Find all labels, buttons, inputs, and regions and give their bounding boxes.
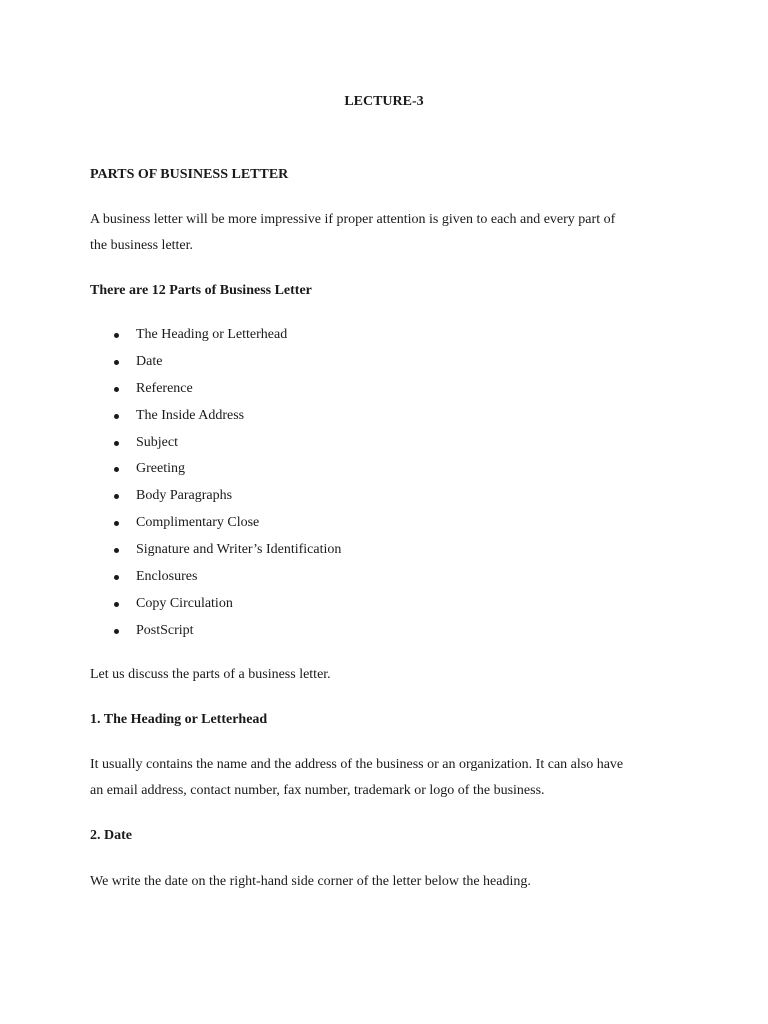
list-item [90, 456, 690, 483]
list-item-label: Complimentary Close [136, 515, 260, 531]
section2-text: We write the date on the right-hand side corner of the letter below the heading. [90, 874, 531, 889]
discuss-line: Let us discuss the parts of a business letter. [90, 667, 331, 682]
list-item [90, 322, 690, 349]
list-item-label: Reference [136, 380, 193, 396]
list-item [90, 483, 690, 510]
section1-line-2: an email address, contact number, fax number, trademark or logo of the business. [90, 783, 545, 798]
bullet-icon [114, 602, 119, 607]
bullet-icon [114, 548, 119, 553]
bullet-icon [114, 360, 119, 365]
list-item-label: The Heading or Letterhead [136, 327, 288, 342]
list-item-label: PostScript [136, 622, 194, 638]
bullet-icon [114, 441, 119, 446]
list-item [90, 564, 690, 591]
bullet-icon [114, 494, 119, 499]
bullet-icon [114, 467, 119, 472]
list-item [90, 510, 690, 537]
bullet-icon [114, 629, 119, 634]
list-item-label: Subject [136, 434, 178, 450]
intro-line-2: the business letter. [90, 238, 194, 253]
list-item [90, 376, 690, 403]
bullet-icon [114, 333, 119, 338]
list-item-label: Date [136, 353, 163, 369]
list-item-label: Enclosures [136, 569, 198, 585]
bullet-icon [114, 387, 119, 392]
list-item [90, 430, 690, 457]
list-item [90, 403, 690, 430]
list-item-label: Body Paragraphs [136, 488, 233, 504]
parts-list [90, 322, 690, 645]
bullet-icon [114, 414, 119, 419]
list-item [90, 618, 690, 645]
list-heading: There are 12 Parts of Business Letter [90, 283, 312, 298]
list-item-label: Signature and Writer’s Identification [136, 542, 342, 558]
list-item-label: Greeting [136, 461, 185, 477]
section-title: PARTS OF BUSINESS LETTER [90, 167, 289, 182]
list-item-label: Copy Circulation [136, 595, 233, 611]
lecture-title: LECTURE-3 [344, 94, 424, 109]
bullet-icon [114, 521, 119, 526]
section2-heading: 2. Date [90, 828, 132, 843]
list-item [90, 537, 690, 564]
list-item-label: The Inside Address [136, 407, 245, 423]
list-item [90, 349, 690, 376]
list-item [90, 591, 690, 618]
bullet-icon [114, 575, 119, 580]
section1-line-1: It usually contains the name and the address of the business or an organization. It can also have [90, 757, 624, 772]
section1-heading: 1. The Heading or Letterhead [90, 712, 268, 727]
intro-line-1: A business letter will be more impressive if proper attention is given to each and every part of [90, 212, 616, 227]
